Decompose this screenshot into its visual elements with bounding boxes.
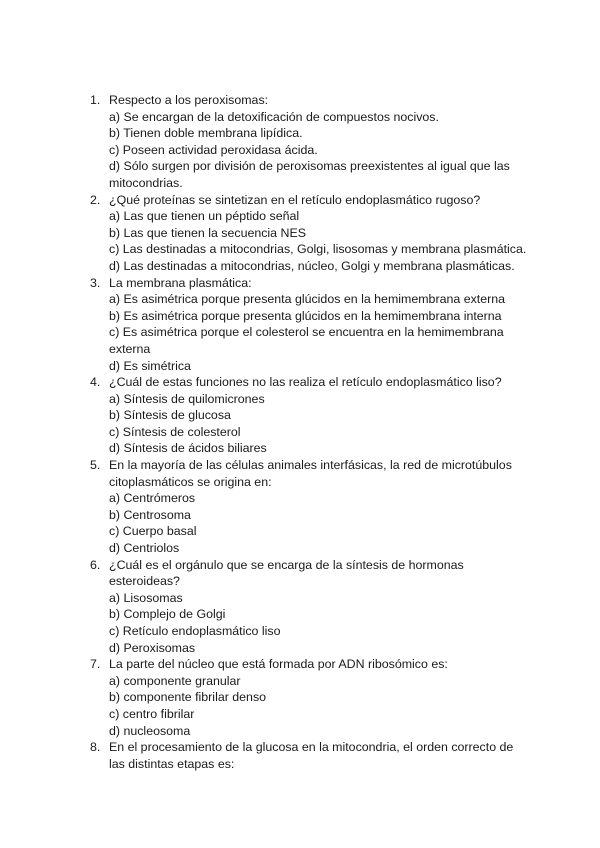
answer-option: d) Sólo surgen por división de peroxisomas preexistentes al igual que las mitocondrias. [109, 159, 510, 190]
answer-option: a) Las que tienen un péptido señal [109, 209, 300, 224]
answer-option: a) Lisosomas [109, 590, 183, 605]
answer-option: b) Síntesis de glucosa [109, 408, 231, 423]
answer-option: d) nucleosoma [109, 723, 191, 738]
answer-option: a) Centrómeros [109, 491, 196, 506]
answer-option: d) Las destinadas a mitocondrias, núcleo, Golgi y membrana plasmáticas. [109, 258, 515, 273]
question-1 [90, 92, 530, 192]
answer-option: c) Retículo endoplasmático liso [109, 624, 281, 638]
question-6 [90, 557, 530, 657]
answer-option: b) Centrosoma [109, 507, 191, 522]
question-text: La parte del núcleo que está formada por ADN ribosómico es: [109, 657, 448, 672]
answer-option: c) Poseen actividad peroxidasa ácida. [109, 142, 318, 157]
question-number: 5. [90, 458, 101, 473]
question-3 [90, 275, 530, 375]
answer-option: b) Es asimétrica porque presenta glúcidos en la hemimembrana interna [109, 308, 502, 323]
question-list [90, 92, 530, 772]
answer-option: a) componente granular [109, 673, 241, 688]
answer-option: b) componente fibrilar denso [109, 690, 267, 705]
answer-option: b) Las que tienen la secuencia NES [109, 225, 306, 240]
answer-option: c) centro fibrilar [109, 706, 195, 721]
answer-option: c) Cuerpo basal [109, 524, 197, 539]
question-8 [90, 739, 530, 772]
answer-option: c) Las destinadas a mitocondrias, Golgi, lisosomas y membrana plasmática. [109, 242, 527, 257]
answer-option: b) Tienen doble membrana lipídica. [109, 126, 303, 141]
question-number: 4. [90, 375, 101, 390]
question-text: La membrana plasmática: [109, 275, 252, 290]
question-text: ¿Cuál es el orgánulo que se encarga de la síntesis de hormonas esteroideas? [109, 557, 464, 589]
question-number: 6. [90, 557, 101, 572]
answer-option: a) Se encargan de la detoxificación de compuestos nocivos. [109, 109, 439, 124]
question-7 [90, 656, 530, 739]
question-number: 1. [90, 93, 101, 107]
answer-option: b) Complejo de Golgi [109, 607, 226, 622]
question-2 [90, 192, 530, 275]
question-number: 3. [90, 275, 101, 290]
answer-option: a) Es asimétrica porque presenta glúcidos en la hemimembrana externa [109, 292, 506, 307]
question-text: ¿Cuál de estas funciones no las realiza el retículo endoplasmático liso? [109, 375, 502, 390]
answer-option: c) Síntesis de colesterol [109, 424, 241, 439]
question-number: 7. [90, 657, 101, 672]
question-text: ¿Qué proteínas se sintetizan en el retículo endoplasmático rugoso? [109, 192, 481, 207]
question-text: En el procesamiento de la glucosa en la mitocondria, el orden correcto de las distintas etapas es: [109, 740, 514, 771]
answer-option: d) Centriolos [109, 541, 180, 556]
answer-option: d) Peroxisomas [109, 640, 196, 655]
question-text: En la mayoría de las células animales interfásicas, la red de microtúbulos citoplasmáticos se origina en: [109, 458, 512, 489]
answer-option: a) Síntesis de quilomicrones [109, 391, 265, 406]
question-4 [90, 374, 530, 457]
question-5 [90, 457, 530, 557]
answer-option: d) Es simétrica [109, 358, 191, 373]
question-number: 2. [90, 192, 101, 207]
question-text: Respecto a los peroxisomas: [109, 93, 269, 107]
answer-option: d) Síntesis de ácidos biliares [109, 441, 267, 456]
answer-option: c) Es asimétrica porque el colesterol se encuentra en la hemimembrana externa [109, 325, 504, 356]
question-number: 8. [90, 740, 101, 755]
